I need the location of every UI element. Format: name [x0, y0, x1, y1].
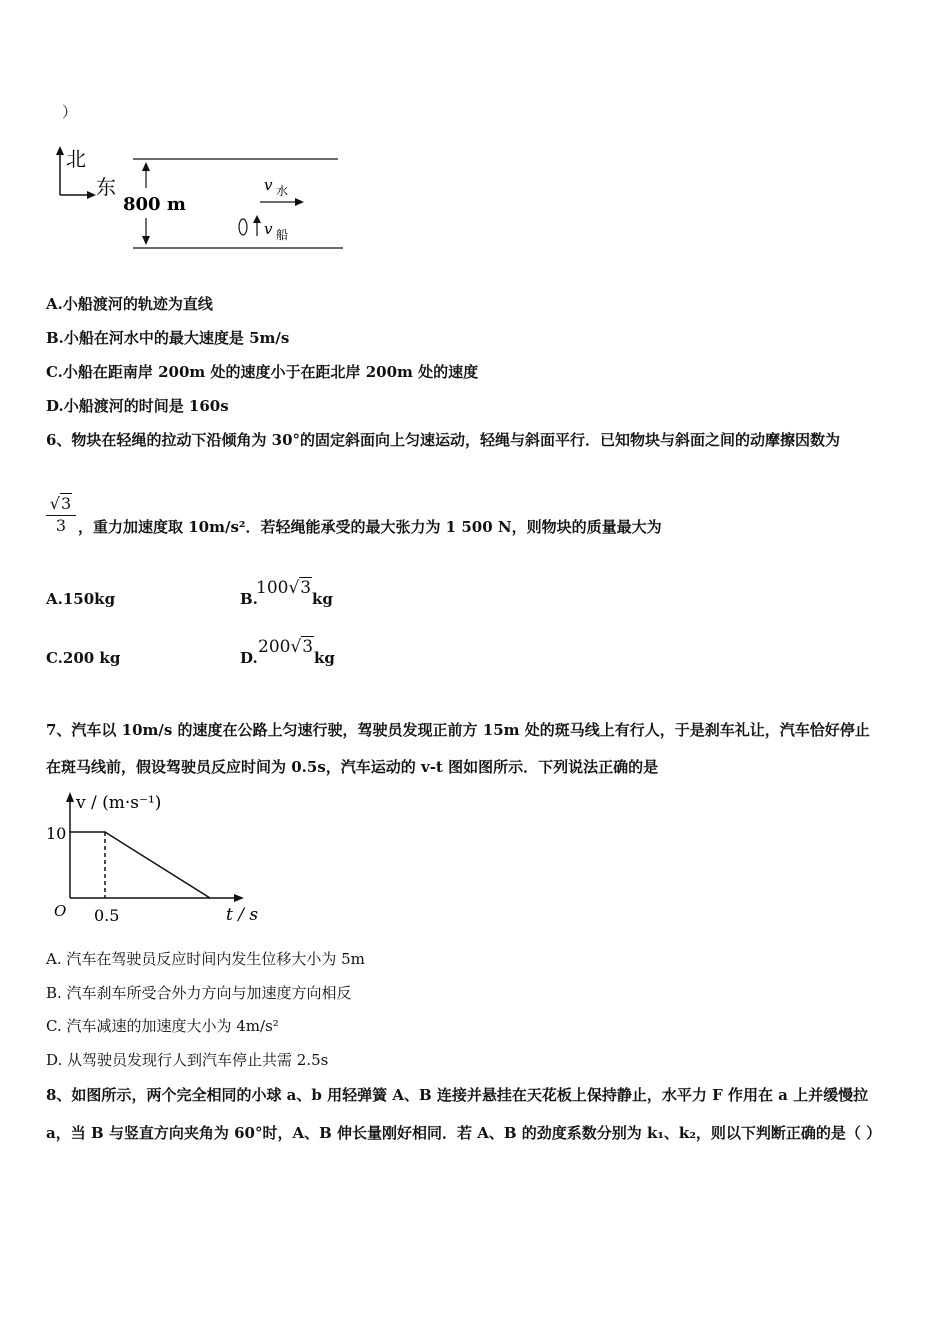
- t-axis-arrow-icon: [234, 894, 244, 902]
- q7-option-d: D. 从驾驶员发现行人到汽车停止共需 2.5s: [46, 1051, 329, 1069]
- north-arrow-icon: [56, 146, 64, 155]
- q5-option-b: B.小船在河水中的最大速度是 5m/s: [46, 329, 290, 347]
- q6-option-b-unit: kg: [312, 590, 333, 608]
- q6-line1: 6、物块在轻绳的拉动下沿倾角为 30°的固定斜面向上匀速运动，轻绳与斜面平行．已知物块与斜面之间的动摩擦因数为: [46, 431, 841, 449]
- q6-option-c: C.200 kg: [46, 649, 121, 667]
- velocity-line: [70, 832, 210, 898]
- q5-option-c: C.小船在距南岸 200m 处的速度小于在距北岸 200m 处的速度: [46, 363, 479, 381]
- boat-velocity-arrow-icon: [253, 215, 261, 223]
- width-label: 800 m: [123, 194, 186, 215]
- q6-line2: ，重力加速度取 10m/s²．若轻绳能承受的最大张力为 1 500 N，则物块的质量最大为: [78, 518, 662, 536]
- water-arrow-icon: [295, 198, 304, 206]
- y-tick-label: 10: [46, 824, 67, 843]
- q5-option-d: D.小船渡河的时间是 160s: [46, 397, 229, 415]
- v-water-label: v: [264, 176, 273, 194]
- origin-label: O: [54, 902, 67, 920]
- v-boat-sub: 船: [276, 228, 289, 242]
- q6-option-b-label: B.: [240, 590, 258, 608]
- q6-option-b-rad: 3: [300, 578, 312, 598]
- v-water-sub: 水: [276, 184, 289, 198]
- q6-option-d-value: 200√3: [258, 637, 314, 657]
- q6-option-d-rad: 3: [302, 637, 314, 657]
- v-axis-label: v / (m·s⁻¹): [76, 793, 162, 813]
- width-down-arrow-icon: [142, 236, 150, 245]
- q6-option-d-unit: kg: [314, 649, 335, 667]
- v-boat-label: v: [264, 220, 273, 238]
- river-crossing-figure: [40, 140, 360, 260]
- q5-stem-tail: ）: [62, 103, 78, 121]
- q6-fraction: $\frac{√3}{3}$: [46, 494, 76, 535]
- x-tick-label: 0.5: [94, 906, 120, 925]
- velocity-point: [69, 831, 71, 833]
- q7-option-c: C. 汽车减速的加速度大小为 4m/s²: [46, 1017, 279, 1035]
- vt-graph: [40, 786, 270, 926]
- q7-line1: 7、汽车以 10m/s 的速度在公路上匀速行驶，驾驶员发现正前方 15m 处的斑马线上有行人，于是刹车礼让，汽车恰好停止: [46, 721, 870, 739]
- q7-option-a: A. 汽车在驾驶员反应时间内发生位移大小为 5m: [46, 950, 365, 968]
- v-axis-arrow-icon: [66, 792, 74, 802]
- t-axis-label: t / s: [226, 905, 259, 925]
- q6-frac-radicand: 3: [61, 494, 72, 513]
- boat-icon: [239, 219, 247, 235]
- width-up-arrow-icon: [142, 162, 150, 171]
- east-label: 东: [96, 175, 116, 199]
- north-label: 北: [66, 147, 86, 171]
- velocity-point: [209, 897, 211, 899]
- q6-option-b-value: 100√3: [256, 578, 312, 598]
- q6-option-a: A.150kg: [46, 590, 116, 608]
- q6-option-d-coef: 200: [258, 637, 291, 657]
- q8-line2: a，当 B 与竖直方向夹角为 60°时，A、B 伸长量刚好相同．若 A、B 的劲度系数分别为 k₁、k₂，则以下判断正确的是（ ）: [46, 1124, 882, 1142]
- q7-line2: 在斑马线前，假设驾驶员反应时间为 0.5s，汽车运动的 v-t 图如图所示．下列说法正确的是: [46, 758, 659, 776]
- velocity-point: [104, 831, 106, 833]
- q6-option-d: [240, 648, 258, 668]
- q8-line1: 8、如图所示，两个完全相同的小球 a、b 用轻弹簧 A、B 连接并悬挂在天花板上保持静止，水平力 F 作用在 a 上并缓慢拉: [46, 1086, 869, 1104]
- q5-option-a: A.小船渡河的轨迹为直线: [46, 295, 213, 313]
- q6-frac-denominator: 3: [46, 515, 76, 535]
- q7-option-b: B. 汽车刹车所受合外力方向与加速度方向相反: [46, 984, 352, 1002]
- q6-option-b-coef: 100: [256, 578, 289, 598]
- q6-option-d-label: D.: [240, 649, 258, 667]
- east-arrow-icon: [87, 191, 96, 199]
